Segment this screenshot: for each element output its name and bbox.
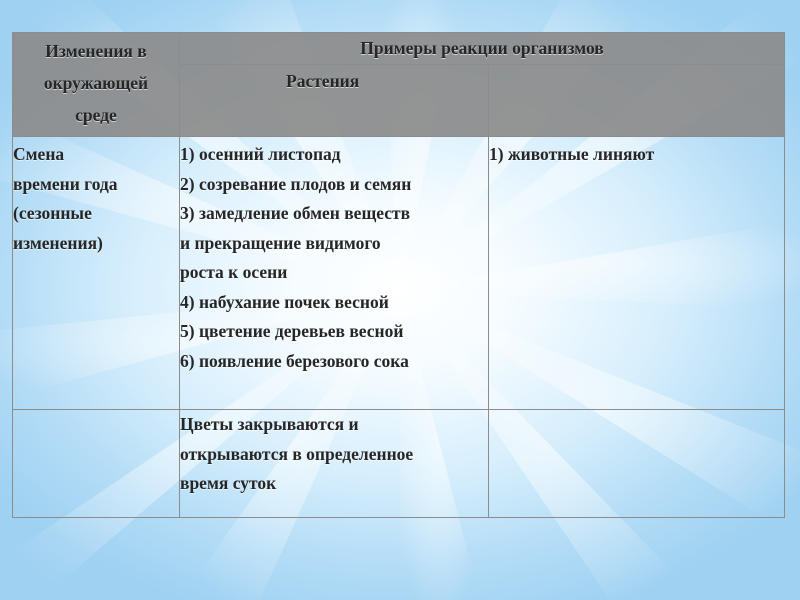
row2-plants-cell xyxy=(180,410,489,518)
seasonal-changes-table xyxy=(12,32,785,518)
header-animals-cell xyxy=(489,65,785,137)
list-item: 6) появление березового сока xyxy=(180,350,409,371)
list-item: 4) набухание почек весной xyxy=(180,291,389,312)
header-plants-cell xyxy=(180,65,489,137)
list-item: 5) цветение деревьев весной xyxy=(180,321,404,341)
header-animals-title xyxy=(489,65,784,68)
change-line: времени года xyxy=(13,173,118,194)
row-plants-cell xyxy=(180,137,489,410)
row2-animals-cell xyxy=(489,410,785,518)
list-item: открываются в определенное xyxy=(180,443,414,464)
header-changes-line: Изменения в xyxy=(45,41,147,61)
header-changes-line: окружающей xyxy=(43,73,149,93)
list-item: 2) созревание плодов и семян xyxy=(180,173,412,194)
list-item: 1) осенний листопад xyxy=(180,144,341,164)
header-changes-cell xyxy=(13,33,180,137)
header-examples-cell xyxy=(180,33,785,65)
header-changes-line: среде xyxy=(75,105,117,125)
list-item: 1) животные линяют xyxy=(489,144,655,164)
header-examples-title: Примеры реакции организмов xyxy=(360,38,604,58)
change-line: Смена xyxy=(13,144,65,164)
row2-change-cell xyxy=(13,410,180,518)
list-item: Цветы закрываются и xyxy=(180,414,359,434)
list-item: 3) замедление обмен веществ xyxy=(180,203,411,223)
change-line: (сезонные xyxy=(13,203,92,223)
header-plants-title: Растения xyxy=(286,71,360,92)
row-change-cell xyxy=(13,137,180,410)
change-line: изменения) xyxy=(13,232,103,253)
list-item: время суток xyxy=(180,473,277,493)
list-item: и прекращение видимого xyxy=(180,232,381,253)
list-item: роста к осени xyxy=(180,262,288,282)
row-animals-cell xyxy=(489,137,785,410)
